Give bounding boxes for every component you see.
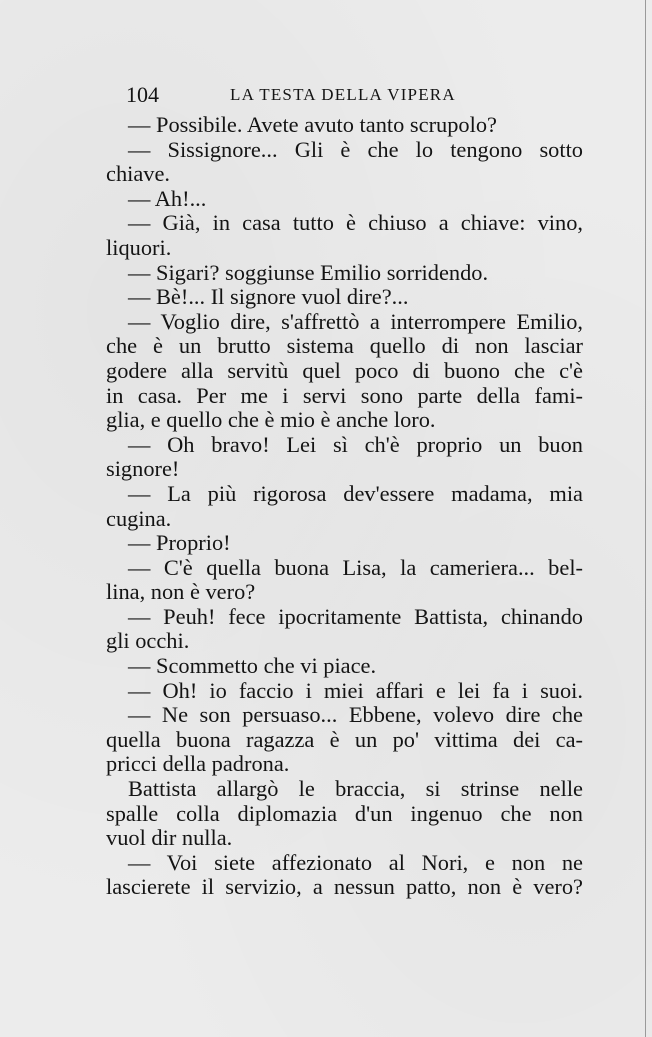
text-line: chiave. xyxy=(106,161,171,187)
text-line: — Proprio! xyxy=(128,530,231,556)
text-line: — Già, in casa tutto è chiuso a chiave: vino, xyxy=(128,210,583,236)
text-line: spalle colla diplomazia d'un ingenuo che non xyxy=(106,800,583,826)
text-line: — Ne son persuaso... Ebbene, volevo dire che xyxy=(128,702,583,728)
text-line: — Ah!... xyxy=(128,185,207,211)
text-line: — Voi siete affezionato al Nori, e non ne xyxy=(128,849,583,875)
text-line: — Sissignore... Gli è che lo tengono sotto xyxy=(128,136,583,162)
text-line: — C'è quella buona Lisa, la cameriera... bel- xyxy=(128,554,583,580)
text-line: — La più rigorosa dev'essere madama, mia xyxy=(128,480,583,506)
text-line: — Bè!... Il signore vuol dire?... xyxy=(128,284,409,310)
text-line: vuol dir nulla. xyxy=(106,825,233,851)
text-line: liquori. xyxy=(106,234,172,260)
text-line: gli occhi. xyxy=(106,628,190,654)
text-line: godere alla servitù quel poco di buono che c'è xyxy=(106,357,583,383)
text-line: Battista allargò le braccia, si strinse nelle xyxy=(128,776,583,802)
page-number: 104 xyxy=(126,82,159,107)
text-line: — Possibile. Avete avuto tanto scrupolo? xyxy=(128,112,497,137)
text-line: che è un brutto sistema quello di non lasciar xyxy=(106,333,583,359)
text-line: — Peuh! fece ipocritamente Battista, chinando xyxy=(128,603,583,629)
text-line: quella buona ragazza è un po' vittima dei ca- xyxy=(106,726,583,752)
text-line: — Sigari? soggiunse Emilio sorridendo. xyxy=(128,259,489,285)
text-line: cugina. xyxy=(106,505,172,531)
text-line: — Oh bravo! Lei sì ch'è proprio un buon xyxy=(128,431,583,457)
running-title: LA TESTA DELLA VIPERA xyxy=(230,85,456,104)
text-line: — Voglio dire, s'affrettò a interrompere Emilio, xyxy=(128,308,583,334)
text-line: in casa. Per me i servi sono parte della fami- xyxy=(106,382,583,408)
text-line: lina, non è vero? xyxy=(106,579,256,605)
page-edge xyxy=(645,0,646,1037)
text-line: pricci della padrona. xyxy=(106,751,290,777)
body-text xyxy=(106,113,583,900)
text-line: lascierete il servizio, a nessun patto, non è vero? xyxy=(106,874,583,900)
text-line: glia, e quello che è mio è anche loro. xyxy=(106,407,436,433)
text-line: signore! xyxy=(106,456,180,482)
running-head xyxy=(126,82,586,108)
text-line: — Oh! io faccio i miei affari e lei fa i suoi. xyxy=(128,677,583,703)
text-line: — Scommetto che vi piace. xyxy=(128,653,377,679)
